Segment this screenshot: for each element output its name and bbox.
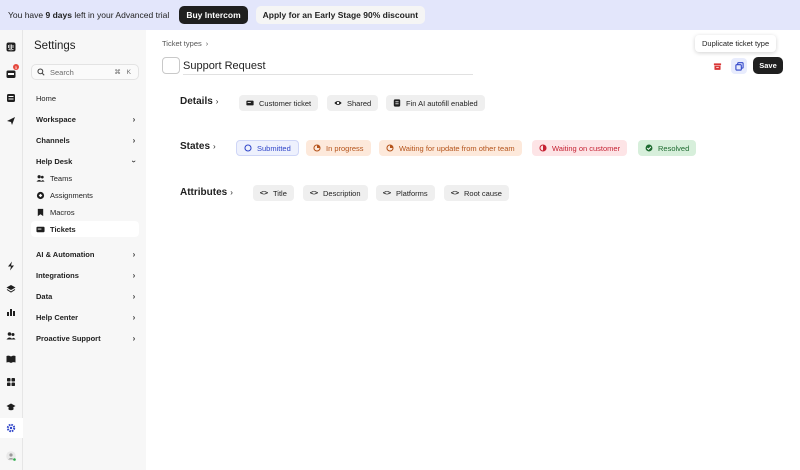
- sidebar-item-proactive-support[interactable]: Proactive Support ›: [36, 334, 139, 343]
- sidebar-item-integrations[interactable]: Integrations ›: [36, 271, 139, 280]
- sidebar-item-macros[interactable]: Macros: [31, 204, 139, 220]
- chip-attribute-title[interactable]: <> Title: [253, 185, 294, 201]
- automation-icon[interactable]: [5, 260, 17, 272]
- chip-fin-ai-autofill[interactable]: Fin AI autofill enabled: [386, 95, 485, 111]
- sidebar-item-home[interactable]: Home: [36, 94, 57, 103]
- sidebar-item-help-center[interactable]: Help Center ›: [36, 313, 139, 322]
- fin-ai-icon: [393, 99, 401, 107]
- details-section-label[interactable]: Details ›: [180, 96, 219, 107]
- chip-state-submitted[interactable]: Submitted: [236, 140, 299, 156]
- chevron-right-icon: ›: [205, 39, 209, 48]
- duplicate-tooltip: Duplicate ticket type: [695, 35, 776, 52]
- code-icon: <>: [309, 189, 319, 197]
- ticket-icon: [246, 99, 254, 107]
- icon-rail: [0, 30, 23, 470]
- search-input[interactable]: [31, 64, 139, 80]
- settings-icon[interactable]: [5, 422, 17, 434]
- early-stage-discount-button[interactable]: Apply for an Early Stage 90% discount: [256, 6, 425, 24]
- archive-icon: [713, 62, 722, 71]
- chevron-right-icon: ›: [132, 136, 136, 145]
- delete-ticket-type-button[interactable]: [709, 58, 725, 74]
- reports-icon[interactable]: [5, 306, 17, 318]
- layers-icon[interactable]: [5, 283, 17, 295]
- sidebar-item-teams[interactable]: Teams: [31, 170, 139, 186]
- search-icon: [37, 68, 45, 76]
- states-section-label[interactable]: States ›: [180, 141, 216, 152]
- tickets-icon: [36, 225, 45, 234]
- code-icon: <>: [450, 189, 460, 197]
- apps-icon[interactable]: [5, 376, 17, 388]
- macros-icon: [36, 208, 45, 217]
- progress-icon: [386, 144, 394, 152]
- check-circle-icon: [645, 144, 653, 152]
- chevron-right-icon: ›: [132, 271, 136, 280]
- page-title[interactable]: Support Request: [183, 57, 473, 75]
- chip-state-resolved[interactable]: Resolved: [638, 140, 696, 156]
- chevron-right-icon: ›: [132, 115, 136, 124]
- code-icon: <>: [382, 189, 392, 197]
- chip-attribute-platforms[interactable]: <> Platforms: [376, 185, 435, 201]
- chevron-right-icon: ›: [132, 313, 136, 322]
- sidebar-item-data[interactable]: Data ›: [36, 292, 139, 301]
- chip-customer-ticket[interactable]: Customer ticket: [239, 95, 318, 111]
- breadcrumb[interactable]: [162, 39, 208, 48]
- chevron-right-icon: ›: [132, 250, 136, 259]
- chip-attribute-description[interactable]: <> Description: [303, 185, 368, 201]
- outbound-icon[interactable]: [5, 115, 17, 127]
- sidebar-item-ai-automation[interactable]: AI & Automation ›: [36, 250, 139, 259]
- trial-banner: [0, 0, 800, 30]
- chip-state-waiting-other-team[interactable]: Waiting for update from other team: [379, 140, 522, 156]
- search-shortcut: ⌘ K: [114, 69, 133, 76]
- duplicate-icon: [735, 62, 744, 71]
- breadcrumb-ticket-types[interactable]: Ticket types: [162, 39, 202, 48]
- sidebar-item-assignments[interactable]: Assignments: [31, 187, 139, 203]
- chip-attribute-root-cause[interactable]: <> Root cause: [444, 185, 509, 201]
- buy-intercom-button[interactable]: Buy Intercom: [179, 6, 247, 24]
- half-circle-icon: [539, 144, 547, 152]
- progress-icon: [313, 144, 321, 152]
- teams-icon: [36, 174, 45, 183]
- main-content: [146, 30, 800, 470]
- user-avatar-icon[interactable]: [5, 450, 17, 462]
- sidebar-item-workspace[interactable]: Workspace ›: [36, 115, 139, 124]
- trial-text: You have 9 days left in your Advanced trial: [8, 10, 170, 20]
- eye-icon: [334, 99, 342, 107]
- circle-outline-icon: [244, 144, 252, 152]
- chevron-right-icon: ›: [230, 188, 233, 197]
- chevron-right-icon: ›: [132, 292, 136, 301]
- chevron-right-icon: ›: [132, 334, 136, 343]
- sidebar-item-tickets[interactable]: Tickets: [31, 221, 139, 237]
- contacts-icon[interactable]: [5, 92, 17, 104]
- sidebar-item-channels[interactable]: Channels ›: [36, 136, 139, 145]
- knowledge-icon[interactable]: [5, 353, 17, 365]
- inbox-badge: 5: [14, 64, 18, 70]
- code-icon: <>: [259, 189, 269, 197]
- chevron-down-icon: ›: [129, 160, 139, 163]
- ticket-type-icon-picker[interactable]: [162, 57, 180, 74]
- people-icon[interactable]: [5, 330, 17, 342]
- duplicate-ticket-type-button[interactable]: [731, 58, 747, 74]
- sidebar-item-help-desk[interactable]: Help Desk ›: [36, 157, 139, 166]
- sidebar-title: Settings: [34, 40, 76, 52]
- chip-state-waiting-customer[interactable]: Waiting on customer: [532, 140, 627, 156]
- attributes-section-label[interactable]: Attributes ›: [180, 187, 233, 198]
- search-placeholder: Search: [50, 67, 74, 77]
- chevron-right-icon: ›: [215, 97, 219, 106]
- chevron-right-icon: ›: [213, 142, 216, 151]
- inbox-icon[interactable]: [5, 64, 18, 80]
- assignments-icon: [36, 191, 45, 200]
- settings-sidebar: [23, 30, 146, 470]
- save-button[interactable]: Save: [753, 57, 783, 74]
- chip-shared[interactable]: Shared: [327, 95, 378, 111]
- intercom-logo-icon[interactable]: [5, 41, 17, 53]
- chip-state-in-progress[interactable]: In progress: [306, 140, 371, 156]
- academy-icon[interactable]: [5, 401, 17, 413]
